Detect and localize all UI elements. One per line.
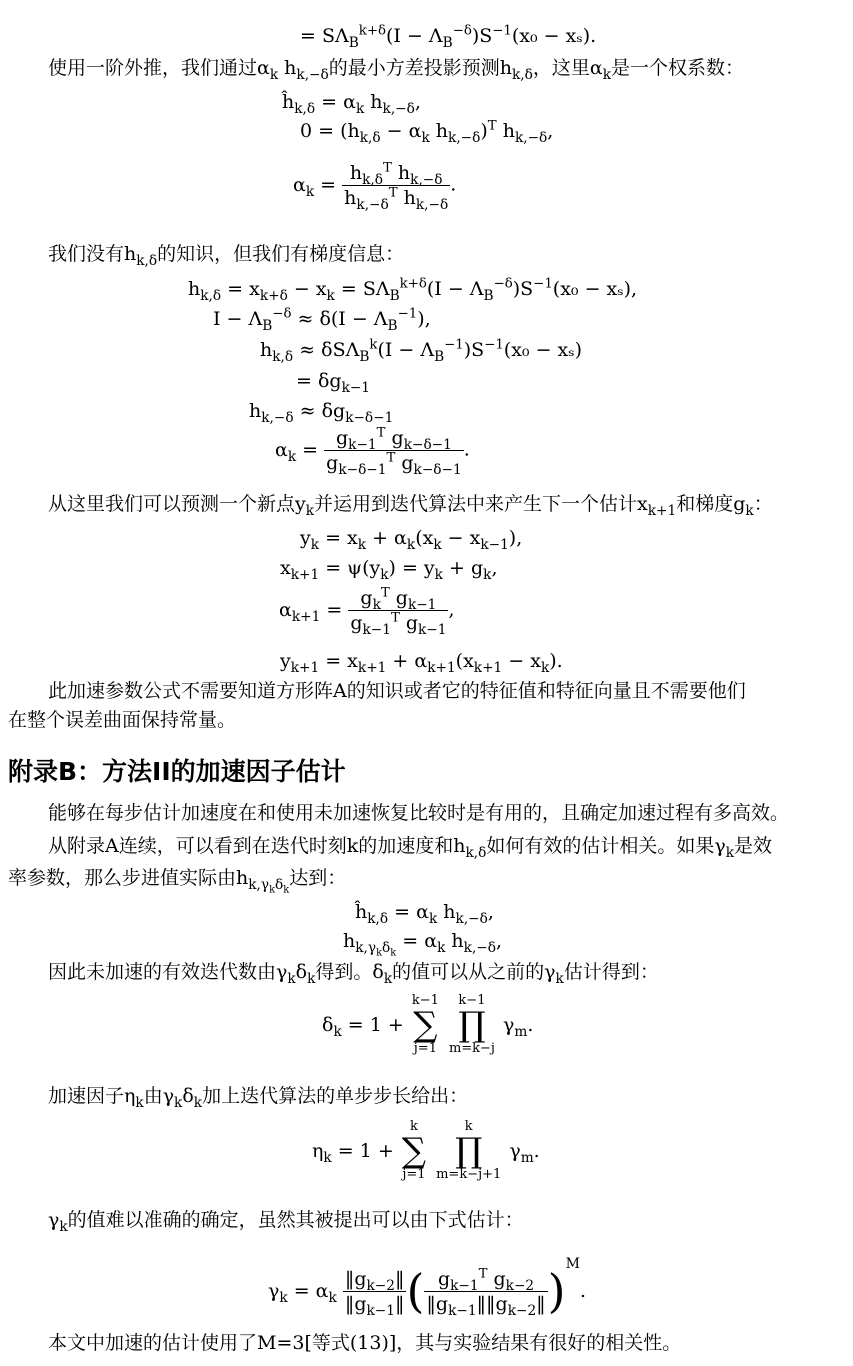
equation-line: $x_{k+1} = \psi(y_k) = y_k + g_k$,: [280, 557, 498, 583]
product-symbol: ∏: [455, 1131, 483, 1171]
equation-tail: .: [579, 1280, 587, 1302]
fraction-numerator: $‖g_{k-2}‖$: [344, 1267, 405, 1294]
fraction-denominator: $‖g_{k-1}‖‖g_{k-2}‖$: [426, 1292, 546, 1319]
equation-term: $\gamma_m$.: [503, 1014, 534, 1040]
equation-line: $h_{k,\delta} \approx \delta S\Lambda_B^k(I - \Lambda_B^{-1})S^{-1}(x_0 - x_s)$: [260, 337, 583, 365]
equation-eta-k: [312, 1120, 540, 1182]
product-lower-limit: m=k−j: [448, 1041, 495, 1056]
left-paren: (: [406, 1264, 425, 1318]
equation-delta-k: [322, 994, 533, 1056]
equation-tail: ,: [448, 598, 455, 621]
fraction-denominator: $h_{k,-\delta}^T$ $h_{k,-\delta}$: [344, 185, 449, 213]
fraction: [324, 425, 464, 478]
fraction: [348, 585, 448, 638]
sum-upper-limit: k: [409, 1119, 418, 1134]
equation-lhs: $\eta_k = 1$ +: [312, 1140, 394, 1166]
equation-alpha-k: [293, 160, 457, 213]
fraction-numerator: $g_{k-1}^T$ $g_{k-\delta-1}$: [324, 428, 464, 451]
paragraph: 在整个误差曲面保持常量。: [8, 709, 237, 731]
product-lower-limit: m=k−j+1: [436, 1167, 502, 1182]
equation-line: $I - \Lambda_B^{-\delta} \approx \delta(I - \Lambda_B^{-1})$,: [213, 306, 431, 334]
equation-alpha-k-gradient: [275, 425, 470, 478]
product-operator: [436, 1120, 501, 1182]
equation-tail: .: [463, 438, 470, 461]
product-upper-limit: k: [464, 1119, 473, 1134]
product-upper-limit: k−1: [458, 993, 486, 1008]
fraction-numerator: $g_k^T$ $g_{k-1}$: [348, 588, 448, 611]
sum-symbol: ∑: [401, 1131, 427, 1171]
paragraph: 本文中加速的估计使用了M=3[等式(13)]，其与实验结果有很好的相关性。: [48, 1332, 682, 1354]
equation-lhs: $\alpha_k$ =: [275, 438, 319, 465]
paragraph: 能够在每步估计加速度在和使用未加速恢复比较时是有用的，且确定加速过程有多高效。: [48, 802, 790, 824]
equation-lhs: $\alpha_k$ =: [293, 173, 337, 200]
equation-line: = $\delta g_{k-1}$: [296, 370, 371, 396]
paragraph: $\gamma_k$的值难以准确的确定，虽然其被提出可以由下式估计：: [48, 1209, 524, 1235]
exponent: M: [565, 1256, 580, 1272]
equation-line: $y_{k+1} = x_{k+1} + \alpha_{k+1}(x_{k+1} - x_k)$.: [280, 650, 563, 676]
right-paren: ): [547, 1264, 566, 1318]
sum-operator: [412, 994, 439, 1056]
paragraph: 从这里我们可以预测一个新点$y_k$并运用到迭代算法中来产生下一个估计$x_{k+1}$和梯度$g_k$：: [48, 493, 773, 519]
equation-term: $\gamma_m$.: [509, 1140, 540, 1166]
paragraph: 使用一阶外推，我们通过$\alpha_k$ $h_{k,-\delta}$的最小方差投影预测$h_{k,\delta}$，这里$\alpha_k$是一个权系数：: [48, 57, 745, 83]
fraction-denominator: $g_{k-1}^T$ $g_{k-1}$: [350, 610, 447, 638]
equation-line: $y_k = x_k + \alpha_k(x_k - x_{k-1})$,: [300, 527, 523, 553]
equation-lhs: $\alpha_{k+1}$ =: [279, 598, 343, 625]
product-operator: [449, 994, 495, 1056]
fraction-denominator: $g_{k-\delta-1}^T$ $g_{k-\delta-1}$: [326, 450, 462, 478]
paragraph: 加速因子$\eta_k$由$\gamma_k\delta_k$加上迭代算法的单步步长给出：: [48, 1085, 469, 1111]
equation-lhs: $\gamma_k = \alpha_k$: [268, 1280, 337, 1306]
equation-line: $h_{k,-\delta} \approx \delta g_{k-\delta-1}$: [249, 400, 394, 426]
fraction: [424, 1266, 547, 1319]
sum-upper-limit: k−1: [411, 993, 439, 1008]
paragraph: 因此未加速的有效迭代数由$\gamma_k\delta_k$得到。$\delta_k$的值可以从之前的$\gamma_k$估计得到：: [48, 961, 659, 987]
equation-line: $ĥ_{k,\delta} = \alpha_k$ $h_{k,-\delta}$,: [355, 901, 494, 927]
fraction-numerator: $h_{k,\delta}^T$ $h_{k,-\delta}$: [342, 163, 450, 186]
product-symbol: ∏: [458, 1005, 486, 1045]
equation-alpha-k-plus-1: [279, 585, 455, 638]
equation-line: $h_{k,\gamma_k\delta_k} = \alpha_k$ $h_{k,-\delta}$,: [343, 930, 503, 959]
paragraph: 率参数，那么步进值实际由$h_{k,\gamma_k\delta_k}$达到：: [8, 867, 347, 896]
paragraph: 此加速参数公式不需要知道方形阵A的知识或者它的特征值和特征向量且不需要他们: [48, 680, 746, 702]
paragraph: 从附录A连续，可以看到在迭代时刻k的加速度和$h_{k,\delta}$如何有效的估计相关。如果$\gamma_k$是效: [48, 835, 773, 861]
sum-symbol: ∑: [413, 1005, 438, 1045]
fraction: [343, 1267, 407, 1319]
fraction: [342, 160, 450, 213]
sum-operator: [402, 1120, 426, 1182]
fraction-denominator: $‖g_{k-1}‖$: [344, 1292, 405, 1319]
paragraph: 我们没有$h_{k,\delta}$的知识，但我们有梯度信息：: [48, 243, 405, 269]
sum-lower-limit: j=1: [402, 1167, 426, 1182]
equation-line: = $S\Lambda_B^{k+\delta}(I - \Lambda_B^{-\delta})S^{-1}(x_0 - x_s)$.: [300, 23, 597, 51]
equation-lhs: $\delta_k = 1$ +: [322, 1014, 404, 1040]
fraction-numerator: $g_{k-1}^T$ $g_{k-2}$: [424, 1269, 547, 1292]
sum-lower-limit: j=1: [413, 1041, 437, 1056]
equation-line: $h_{k,\delta} = x_{k+\delta} - x_k = S\Lambda_B^{k+\delta}(I - \Lambda_B^{-\delta})S^{-1}(x_0 - x_s)$,: [188, 276, 638, 304]
section-heading: 附录B：方法II的加速因子估计: [8, 757, 346, 786]
equation-tail: .: [450, 173, 457, 196]
equation-line: $ĥ_{k,\delta} = \alpha_k$ $h_{k,-\delta}$,: [282, 91, 421, 117]
equation-gamma-k: [268, 1254, 587, 1319]
equation-line: $0 = (h_{k,\delta} - \alpha_k$ $h_{k,-\delta})^T$ $h_{k,-\delta}$,: [300, 118, 554, 146]
